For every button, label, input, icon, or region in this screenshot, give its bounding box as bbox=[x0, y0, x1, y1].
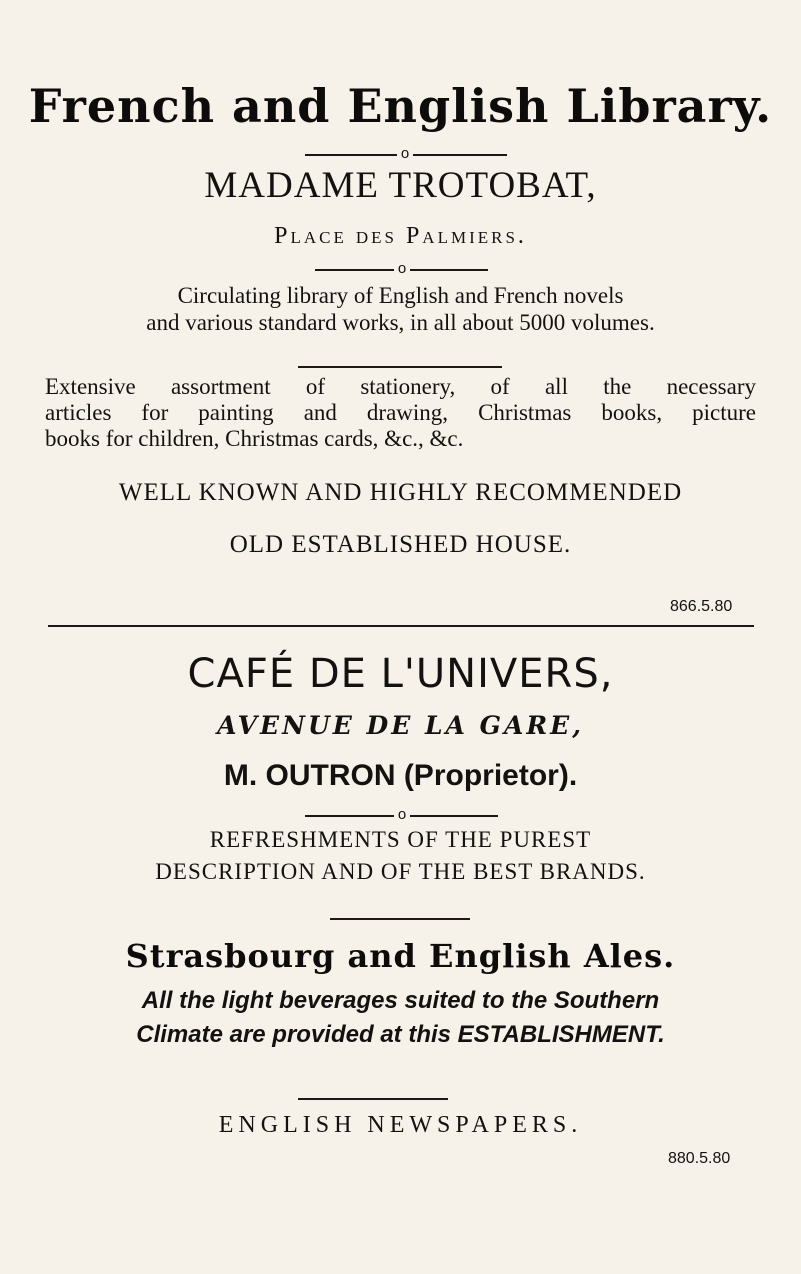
recommend-line: WELL KNOWN AND HIGHLY RECOMMENDED bbox=[118, 479, 683, 506]
refreshments-line: DESCRIPTION AND OF THE BEST BRANDS. bbox=[155, 859, 646, 884]
cafe-address: AVENUE DE LA GARE, bbox=[217, 711, 584, 740]
divider bbox=[330, 918, 470, 920]
stationery-line: books for children, Christmas cards, &c., &c. bbox=[45, 426, 464, 451]
section-divider bbox=[48, 625, 754, 627]
newspapers-line: ENGLISH NEWSPAPERS. bbox=[218, 1112, 583, 1138]
proprietor-name: MADAME TROTOBAT, bbox=[204, 165, 597, 206]
description-line: and various standard works, in all about 5000 volumes. bbox=[146, 310, 655, 335]
refreshments-line: REFRESHMENTS OF THE PUREST bbox=[209, 827, 592, 852]
reference-code: 880.5.80 bbox=[668, 1150, 731, 1167]
stationery-line: Extensive assortment of stationery, of all the necessary bbox=[45, 374, 756, 399]
cafe-proprietor: M. OUTRON (Proprietor). bbox=[223, 759, 578, 792]
library-address: Place des Palmiers. bbox=[274, 223, 527, 249]
recommend-line: OLD ESTABLISHED HOUSE. bbox=[229, 531, 572, 558]
beverages-line: All the light beverages suited to the Southern bbox=[141, 987, 660, 1014]
reference-code: 866.5.80 bbox=[670, 598, 733, 615]
library-heading: French and English Library. bbox=[28, 79, 773, 133]
divider bbox=[298, 366, 502, 368]
description-line: Circulating library of English and French novels bbox=[177, 283, 624, 308]
stationery-line: articles for painting and drawing, Christmas books, picture bbox=[45, 400, 756, 425]
ales-heading: Strasbourg and English Ales. bbox=[125, 937, 676, 975]
cafe-name: CAFÉ DE L'UNIVERS, bbox=[187, 651, 614, 697]
beverages-line: Climate are provided at this ESTABLISHMENT. bbox=[136, 1021, 665, 1048]
divider bbox=[298, 1098, 448, 1100]
